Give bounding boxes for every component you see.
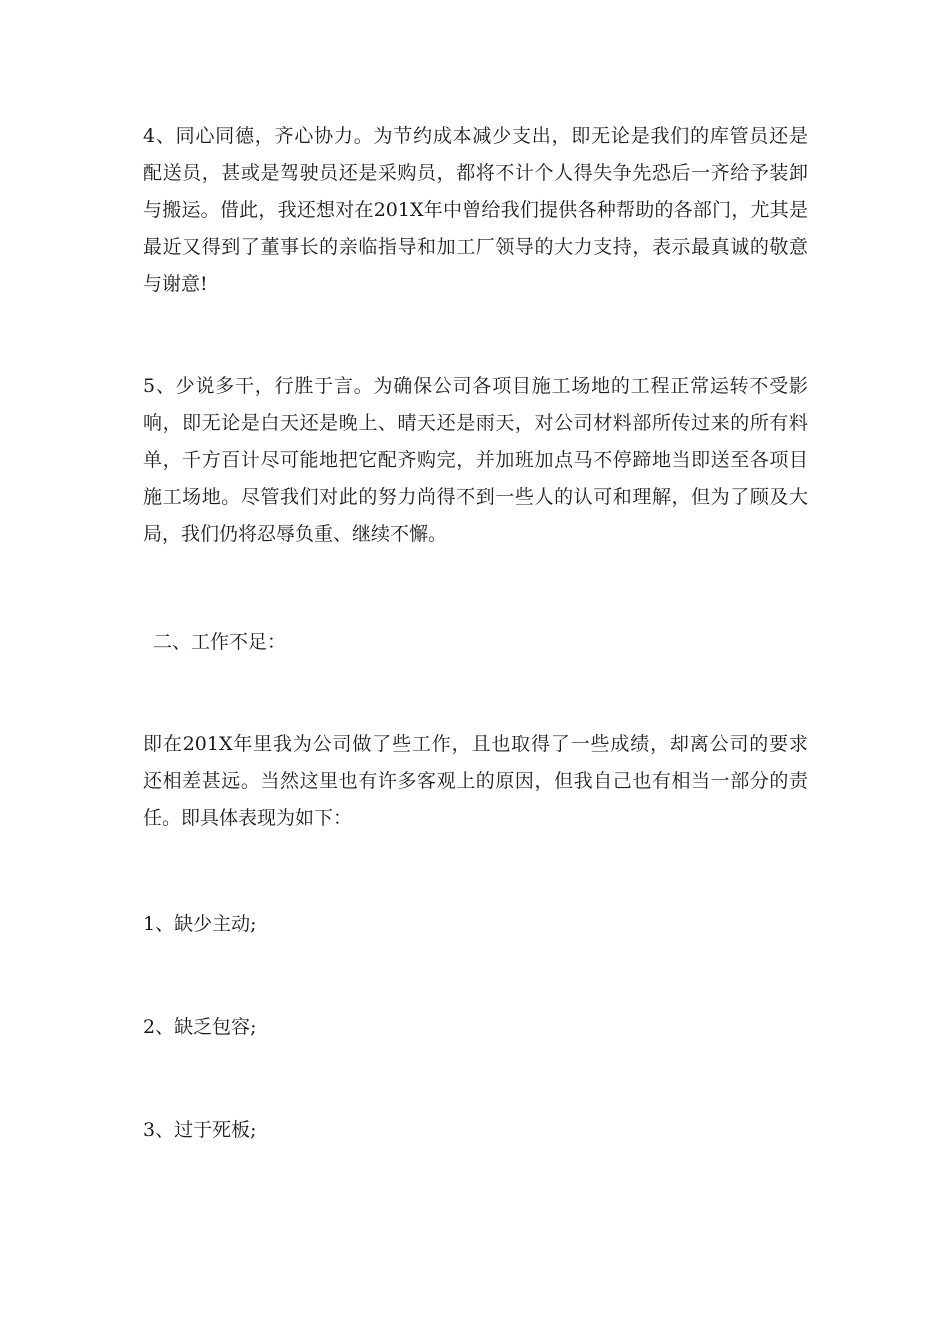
list-item-3: 3、过于死板; [143, 1119, 257, 1141]
paragraph-line: 施工场地。尽管我们对此的努力尚得不到一些人的认可和理解，但为了顾及大 [143, 486, 808, 508]
list-item-2: 2、缺乏包容; [143, 1016, 257, 1038]
paragraph-line: 与谢意! [143, 273, 208, 295]
paragraph-line: 任。即具体表现为如下： [143, 807, 353, 829]
paragraph-line: 局，我们仍将忍辱负重、继续不懈。 [143, 523, 448, 545]
paragraph-item-5 [143, 368, 808, 553]
paragraph-line: 与搬运。借此，我还想对在201X年中曾给我们提供各种帮助的各部门，尤其是 [143, 199, 808, 221]
paragraph-line: 最近又得到了董事长的亲临指导和加工厂领导的大力支持，表示最真诚的敬意 [143, 236, 808, 258]
section-heading-shortcomings: 二、工作不足： [153, 631, 287, 653]
paragraph-line: 配送员，甚或是驾驶员还是采购员，都将不计个人得失争先恐后一齐给予装卸 [143, 162, 808, 184]
list-item-1: 1、缺少主动; [143, 913, 257, 935]
paragraph-item-4 [143, 118, 808, 303]
paragraph-line: 还相差甚远。当然这里也有许多客观上的原因，但我自己也有相当一部分的责 [143, 770, 808, 792]
paragraph-line: 即在201X年里我为公司做了些工作，且也取得了一些成绩，却离公司的要求 [143, 733, 808, 755]
paragraph-line: 4、同心同德，齐心协力。为节约成本减少支出，即无论是我们的库管员还是 [143, 125, 808, 147]
paragraph-line: 响，即无论是白天还是晚上、晴天还是雨天，对公司材料部所传过来的所有料 [143, 412, 808, 434]
paragraph-line: 5、少说多干，行胜于言。为确保公司各项目施工场地的工程正常运转不受影 [143, 375, 808, 397]
paragraph-line: 单，千方百计尽可能地把它配齐购完，并加班加点马不停蹄地当即送至各项目 [143, 449, 808, 471]
paragraph-shortcomings-intro [143, 726, 808, 837]
